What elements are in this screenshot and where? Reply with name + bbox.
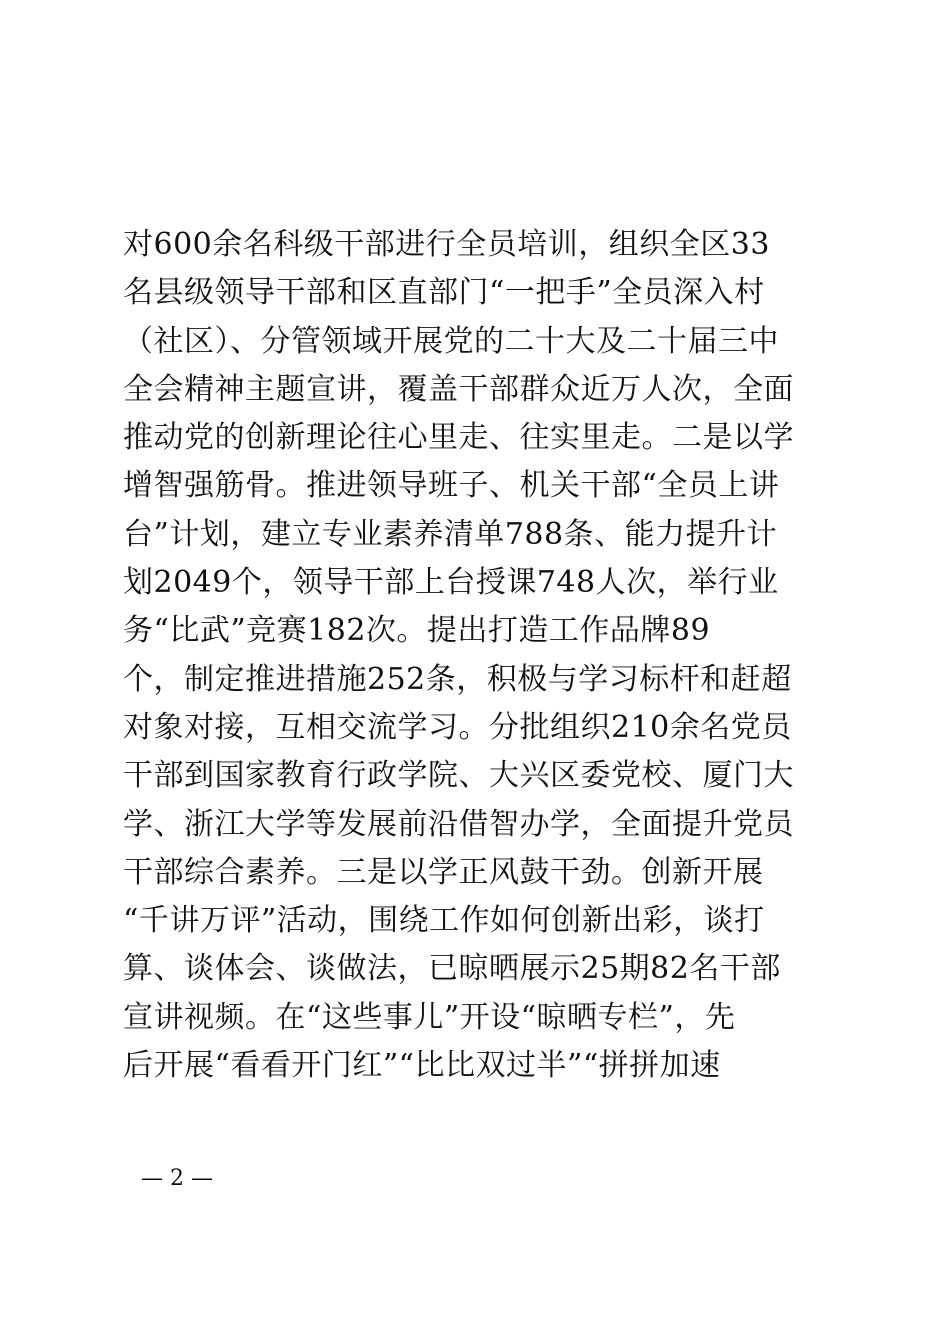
text-line: （社区）、分管领域开展党的二十大及二十届三中 bbox=[123, 323, 779, 359]
text-line: 后开展“看看开门红”“比比双过半”“拼拼加速 bbox=[123, 1048, 721, 1084]
text-line: 对象对接，互相交流学习。分批组织210余名党员 bbox=[123, 709, 792, 745]
text-line: 名县级领导干部和区直部门“一把手”全员深入村 bbox=[123, 275, 765, 311]
text-line: 划2049个，领导干部上台授课748人次，举行业 bbox=[123, 565, 779, 601]
text-line: 宣讲视频。在“这些事儿”开设“晾晒专栏”，先 bbox=[123, 999, 736, 1035]
text-line: 台”计划，建立专业素养清单788条、能力提升计 bbox=[123, 516, 778, 552]
page-number: — 2 — bbox=[141, 1166, 213, 1191]
text-line: 干部综合素养。三是以学正风鼓干劲。创新开展 bbox=[123, 854, 764, 890]
text-line: 务“比武”竞赛182次。提出打造工作品牌89 bbox=[123, 613, 711, 649]
body-text bbox=[123, 221, 833, 1090]
text-line: 增智强筋骨。推进领导班子、机关干部“全员上讲 bbox=[123, 468, 780, 504]
text-line: 算、谈体会、谈做法，已晾晒展示25期82名干部 bbox=[123, 951, 781, 987]
text-line: 对600余名科级干部进行全员培训，组织全区33 bbox=[123, 227, 770, 262]
text-line: 学、浙江大学等发展前沿借智办学，全面提升党员 bbox=[123, 806, 794, 842]
text-line: 推动党的创新理论往心里走、往实里走。二是以学 bbox=[123, 420, 794, 456]
text-line: 干部到国家教育行政学院、大兴区委党校、厦门大 bbox=[123, 758, 794, 794]
text-line: “千讲万评”活动，围绕工作如何创新出彩，谈打 bbox=[123, 903, 765, 939]
text-line: 个，制定推进措施252条，积极与学习标杆和赶超 bbox=[123, 661, 792, 697]
text-line: 全会精神主题宣讲，覆盖干部群众近万人次，全面 bbox=[123, 371, 794, 407]
